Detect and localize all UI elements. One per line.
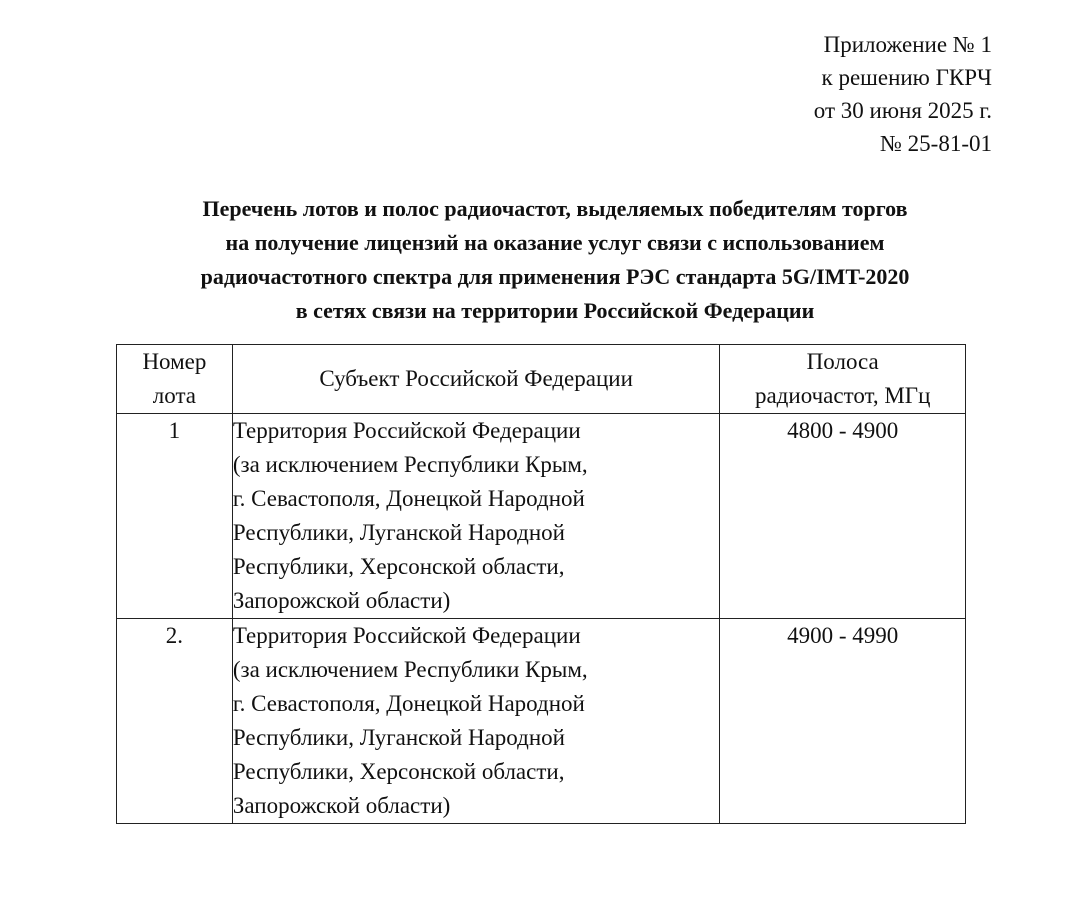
document-title [100, 192, 1010, 328]
lot-number: 2. [117, 619, 233, 824]
appendix-line: Приложение № 1 [823, 32, 992, 57]
header-text: радиочастот, МГц [754, 383, 931, 408]
header-lot-number [117, 345, 233, 414]
header-text: лота [152, 383, 197, 408]
lot-band: 4800 - 4900 [720, 414, 966, 619]
lot-subject [232, 414, 720, 619]
subject-line: Запорожской области) [232, 588, 451, 613]
appendix-line: от 30 июня 2025 г. [813, 98, 992, 123]
subject-line: г. Севастополя, Донецкой Народной [232, 691, 585, 716]
lot-subject [232, 619, 720, 824]
subject-line: г. Севастополя, Донецкой Народной [232, 486, 585, 511]
subject-line: Территория Российской Федерации [232, 623, 581, 648]
subject-line: Республики, Херсонской области, [232, 759, 565, 784]
header-text: Полоса [806, 349, 879, 374]
lots-table [116, 344, 966, 824]
appendix-line: к решению ГКРЧ [821, 65, 992, 90]
header-text: Субъект Российской Федерации [319, 366, 633, 391]
subject-line: Республики, Луганской Народной [232, 725, 565, 750]
subject-line: Республики, Херсонской области, [232, 554, 565, 579]
subject-line: Запорожской области) [232, 793, 451, 818]
table-row [117, 619, 966, 824]
lot-number: 1 [117, 414, 233, 619]
header-band [720, 345, 966, 414]
header-subject [232, 345, 720, 414]
title-line: радиочастотного спектра для применения РЭС стандарта 5G/IMT-2020 [200, 264, 910, 289]
appendix-header [814, 28, 992, 160]
subject-line: (за исключением Республики Крым, [232, 657, 588, 682]
table-row [117, 414, 966, 619]
title-line: Перечень лотов и полос радиочастот, выделяемых победителям торгов [202, 196, 908, 221]
appendix-line: № 25-81-01 [879, 131, 992, 156]
title-line: в сетях связи на территории Российской Федерации [295, 298, 815, 323]
title-line: на получение лицензий на оказание услуг связи с использованием [225, 230, 885, 255]
subject-line: Республики, Луганской Народной [232, 520, 565, 545]
subject-line: (за исключением Республики Крым, [232, 452, 588, 477]
header-text: Номер [142, 349, 207, 374]
lot-band: 4900 - 4990 [720, 619, 966, 824]
subject-line: Территория Российской Федерации [232, 418, 581, 443]
table-header-row [117, 345, 966, 414]
